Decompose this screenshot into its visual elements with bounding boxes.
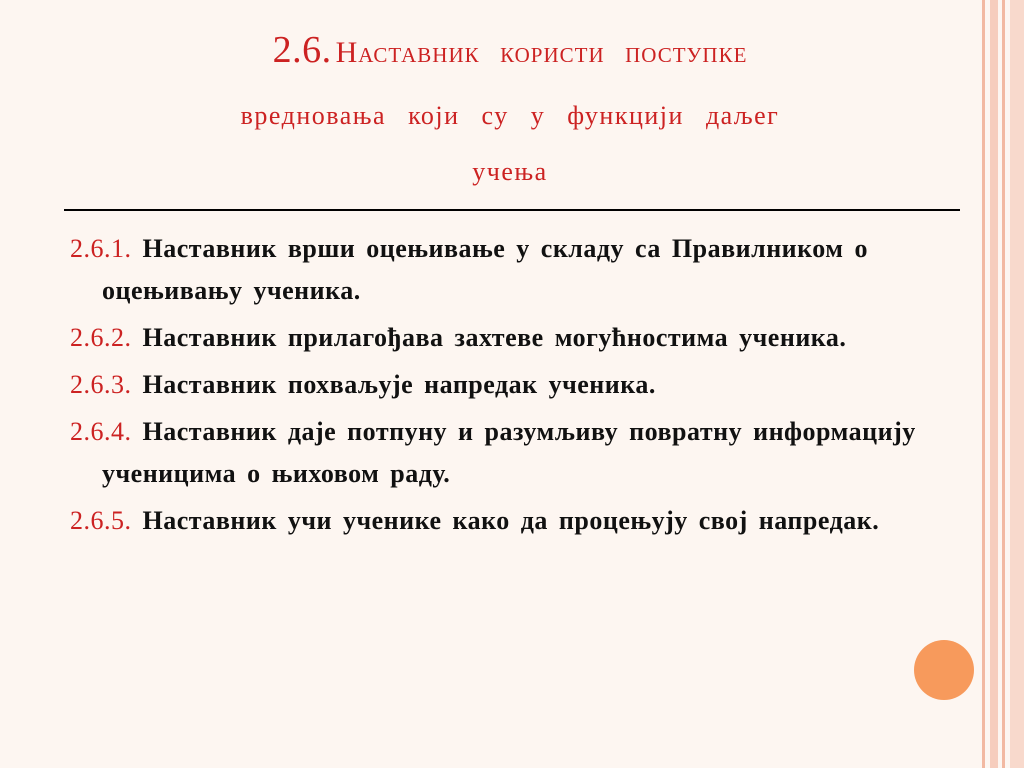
decorative-stripe bbox=[1002, 0, 1005, 768]
title-line-3: учења bbox=[472, 157, 548, 186]
title-underline bbox=[64, 209, 960, 211]
list-item bbox=[70, 364, 970, 406]
title-line-1 bbox=[40, 20, 980, 88]
item-text: Наставник учи ученике како да процењују свој напредак. bbox=[142, 506, 880, 535]
list-item bbox=[70, 411, 970, 495]
item-number: 2.6.1. bbox=[70, 234, 132, 263]
item-number: 2.6.2. bbox=[70, 323, 132, 352]
item-number: 2.6.4. bbox=[70, 417, 132, 446]
item-text: Наставник врши оцењивање у складу са Правилником о оцењивању ученика. bbox=[102, 234, 869, 305]
item-text: Наставник прилагођава захтеве могућностима ученика. bbox=[142, 323, 847, 352]
slide-title bbox=[40, 20, 980, 200]
item-text: Наставник похваљује напредак ученика. bbox=[142, 370, 656, 399]
item-number: 2.6.5. bbox=[70, 506, 132, 535]
list-item bbox=[70, 317, 970, 359]
decorative-circle bbox=[914, 640, 974, 700]
decorative-stripe bbox=[990, 0, 998, 768]
item-number: 2.6.3. bbox=[70, 370, 132, 399]
decorative-stripe bbox=[982, 0, 985, 768]
list-item bbox=[70, 500, 970, 542]
title-number: 2.6. bbox=[272, 29, 332, 71]
item-text: Наставник даје потпуну и разумљиву повратну информацију ученицима о њиховом раду. bbox=[102, 417, 916, 488]
title-text: Наставник користи поступке bbox=[335, 36, 748, 69]
list-item bbox=[70, 228, 970, 312]
title-line-2: вредновања који су у функцији даљег bbox=[240, 101, 780, 130]
standards-list bbox=[70, 228, 970, 547]
decorative-stripe bbox=[1010, 0, 1024, 768]
